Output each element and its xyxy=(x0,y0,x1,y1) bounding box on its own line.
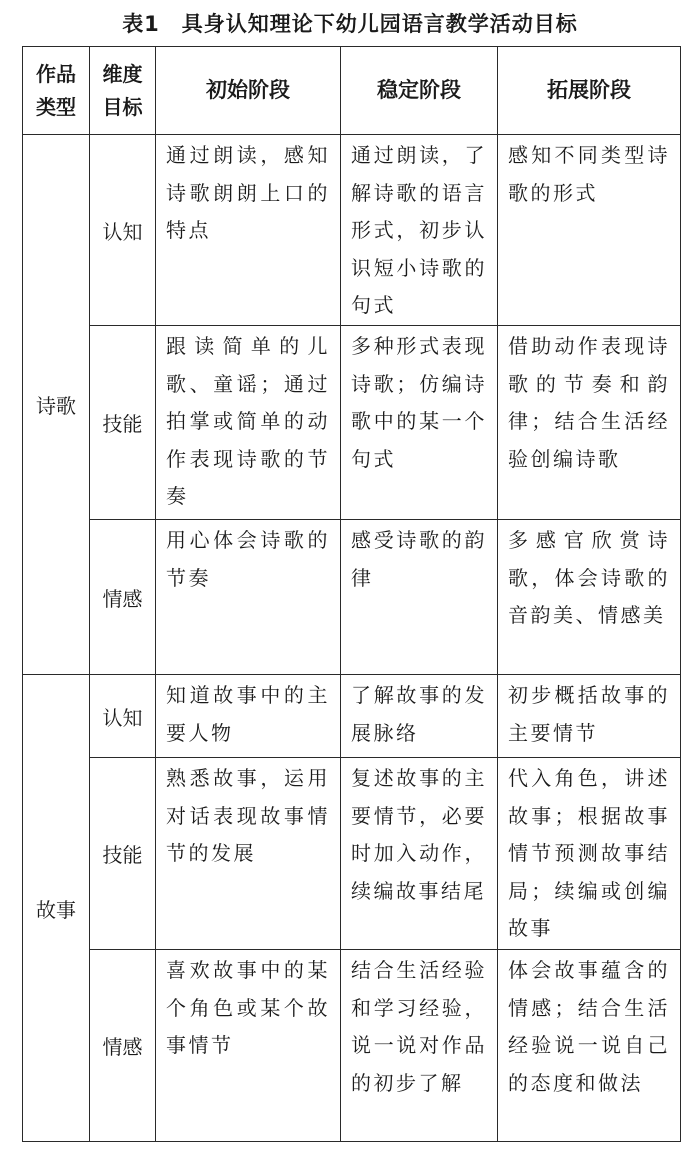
table-title: 表1 具身认知理论下幼儿园语言教学活动目标 xyxy=(122,12,578,36)
stable-stage-cell: 复述故事的主要情节，必要时加入动作，续编故事结尾 xyxy=(341,758,498,950)
stable-stage-cell: 结合生活经验和学习经验，说一说对作品的初步了解 xyxy=(341,950,498,1142)
expansion-stage-cell: 感知不同类型诗歌的形式 xyxy=(498,135,681,326)
initial-stage-cell: 用心体会诗歌的节奏 xyxy=(156,520,341,675)
dimension-cell: 认知 xyxy=(90,675,156,758)
table-row xyxy=(23,950,681,1142)
initial-stage-cell: 喜欢故事中的某个角色或某个故事情节 xyxy=(156,950,341,1142)
expansion-stage-cell: 初步概括故事的主要情节 xyxy=(498,675,681,758)
initial-stage-cell: 跟读简单的儿歌、童谣；通过拍掌或简单的动作表现诗歌的节奏 xyxy=(156,326,341,520)
stable-stage-cell: 了解故事的发展脉络 xyxy=(341,675,498,758)
table-row xyxy=(23,675,681,758)
table-row xyxy=(23,326,681,520)
initial-stage-cell: 通过朗读，感知诗歌朗朗上口的特点 xyxy=(156,135,341,326)
work-type-poetry: 诗歌 xyxy=(23,135,90,675)
header-initial-stage: 初始阶段 xyxy=(156,47,341,135)
header-stable-stage: 稳定阶段 xyxy=(341,47,498,135)
initial-stage-cell: 知道故事中的主要人物 xyxy=(156,675,341,758)
header-work-type: 作品类型 xyxy=(23,47,90,135)
table-row xyxy=(23,520,681,675)
header-row xyxy=(23,47,681,135)
stable-stage-cell: 通过朗读，了解诗歌的语言形式，初步认识短小诗歌的句式 xyxy=(341,135,498,326)
expansion-stage-cell: 代入角色，讲述故事；根据故事情节预测故事结局；续编或创编故事 xyxy=(498,758,681,950)
dimension-cell: 认知 xyxy=(90,135,156,326)
objectives-table xyxy=(22,46,681,1142)
header-expansion-stage: 拓展阶段 xyxy=(498,47,681,135)
expansion-stage-cell: 体会故事蕴含的情感；结合生活经验说一说自己的态度和做法 xyxy=(498,950,681,1142)
dimension-cell: 技能 xyxy=(90,326,156,520)
table-row xyxy=(23,135,681,326)
table-row xyxy=(23,758,681,950)
stable-stage-cell: 多种形式表现诗歌；仿编诗歌中的某一个句式 xyxy=(341,326,498,520)
header-dimension: 维度目标 xyxy=(90,47,156,135)
stable-stage-cell: 感受诗歌的韵律 xyxy=(341,520,498,675)
dimension-cell: 技能 xyxy=(90,758,156,950)
expansion-stage-cell: 借助动作表现诗歌的节奏和韵律；结合生活经验创编诗歌 xyxy=(498,326,681,520)
dimension-cell: 情感 xyxy=(90,950,156,1142)
work-type-story: 故事 xyxy=(23,675,90,1142)
initial-stage-cell: 熟悉故事，运用对话表现故事情节的发展 xyxy=(156,758,341,950)
expansion-stage-cell: 多感官欣赏诗歌，体会诗歌的音韵美、情感美 xyxy=(498,520,681,675)
dimension-cell: 情感 xyxy=(90,520,156,675)
